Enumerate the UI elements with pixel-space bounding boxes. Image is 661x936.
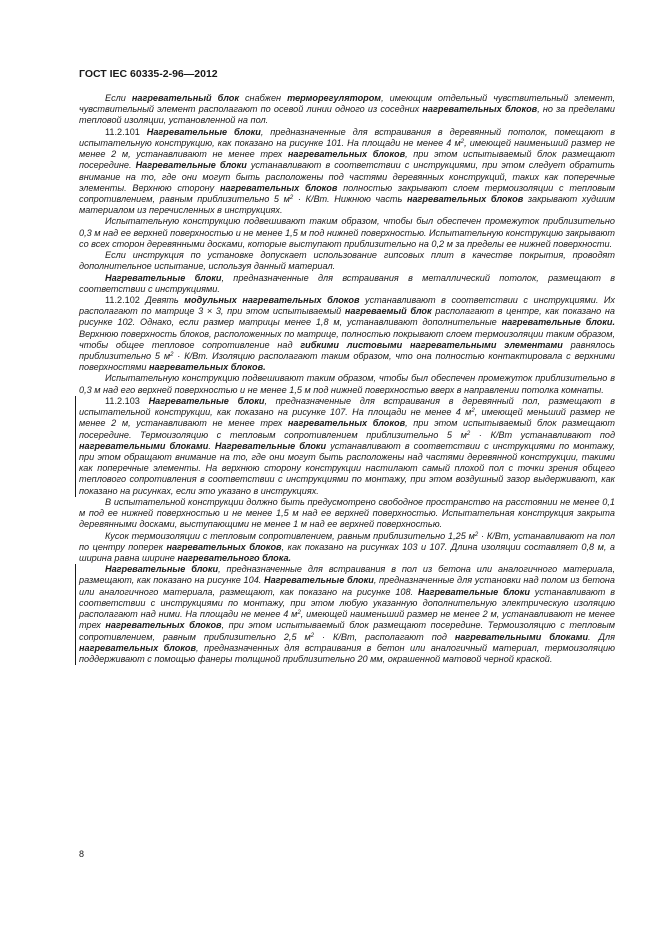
- term-bold: нагревательных блоков: [287, 149, 406, 160]
- superscript: 2: [310, 632, 315, 639]
- text-run: · К/Вт. Изоляцию располагают таким образом, что она полностью контактировала с верхними поверхностями: [79, 351, 615, 373]
- text-run: В испытательной конструкции должно быть предусмотрено свободное пространство на расстоянии не менее 0,1 м под ее нижней поверхностью и не менее 1,5 м над ее верхней поверхностью. Испытательная конструкция закрыта деревянными досками, выступающими не менее 1 м над ее верхней поверхностью.: [79, 496, 615, 530]
- term-bold: нагревательных блоков.: [148, 362, 266, 373]
- clause-11-2-101: [79, 127, 615, 217]
- paragraph: [79, 93, 615, 127]
- term-bold: нагреваемый блок: [344, 306, 432, 317]
- text-run: закрывают худшим материалом из перечисленных в инструкциях.: [79, 193, 615, 216]
- term-bold: нагревательные блоки.: [501, 317, 615, 328]
- text-run: , при этом испытываемый блок размещают посередине. Термоизоляцию с тепловым сопротивлением приблизительно 5 м: [79, 418, 615, 440]
- text-run: , имеющей наименьший размер не менее 2 м, устанавливают не менее трех: [79, 137, 615, 160]
- superscript: 2: [289, 194, 294, 201]
- term-bold: Нагревательные блоки: [214, 440, 327, 451]
- paragraph: [79, 531, 615, 565]
- text-run: равнялось приблизительно 5 м: [79, 339, 615, 362]
- text-run: Девять: [145, 294, 185, 305]
- text-run: · К/Вт, располагают под: [314, 631, 455, 642]
- superscript: 2: [297, 610, 301, 617]
- change-bar-section: [75, 564, 615, 665]
- term-bold: нагревательных блоков: [422, 104, 538, 115]
- text-run: , при этом испытываемый блок размещают посередине. Термоизоляцию с тепловым сопротивлением, равным приблизительно 2,5 м: [79, 620, 615, 642]
- superscript: 2: [466, 430, 471, 437]
- text-run: Верхнюю поверхность блоков, расположенных по матрице, полностью покрывают слоем термоизоляции таким образом, чтобы общее тепловое сопротивление над: [79, 328, 615, 350]
- text-run: , предназначенные для встраивания в деревянный пол, размещают в испытательной конструкции, как показано на рисунке 107. На площади не менее 4 м: [79, 395, 615, 418]
- text-run: , имеющим отдельный чувствительный элемент, чувствительный элемент располагают по осевой линии одного из соседних: [79, 93, 616, 115]
- term-bold: Нагревательные блоки: [148, 395, 265, 406]
- term-bold: Нагревательные блоки: [417, 586, 530, 597]
- term-bold: нагревательных блоков: [406, 193, 524, 204]
- paragraph: [79, 373, 615, 395]
- term-bold: нагревательный блок: [131, 93, 239, 103]
- term-bold: нагревательными блоками: [454, 631, 589, 642]
- superscript: 2: [474, 531, 479, 538]
- change-bar-section: [75, 396, 615, 497]
- superscript: 2: [460, 138, 465, 145]
- term-bold: Нагревательные блоки: [105, 272, 222, 283]
- text-run: , как показано на рисунках 103 и 107. Длина изоляции составляет 0,8 м, а ширина равна ширине: [79, 541, 616, 563]
- term-bold: Нагревательные блоки: [105, 564, 219, 575]
- text-run: устанавливают в соответствии с инструкциями по монтажу, при этом любую указанную дополнительную электрическую изоляцию располагают над ними. На площади не менее 4 м: [79, 586, 615, 620]
- paragraph: [79, 250, 615, 272]
- text-run: , но за пределами тепловой изоляции, установленной на пол.: [79, 104, 615, 126]
- text-run: устанавливают в соответствии с инструкциями по монтажу, при этом обращают внимание на то, где они могут быть расположены над частями деревянной конструкции, такими как поперечные элементы. На верхнюю сторону конструкции настилают самый плохой пол с точки зрения общего теплового сопротивления в соответствии с инструкциями по монтажу, при этом воздушный зазор выдерживают, как показано на рисунках, если это указано в инструкциях.: [79, 440, 615, 496]
- text-run: , предназначенные для встраивания в пол из бетона или аналогичного материала, размещают, как показано на рисунке 104.: [79, 564, 615, 586]
- clause-number: 11.2.103: [105, 395, 149, 406]
- text-run: , имеющей меньший размер не менее 2 м, устанавливают не менее трех: [79, 407, 616, 429]
- text-run: , предназначенные для встраивания в металлический потолок, размещают в соответствии с инструкциями.: [79, 272, 615, 294]
- clause-11-2-103: [79, 396, 615, 497]
- term-bold: нагревательных блоков: [79, 642, 197, 653]
- term-bold: нагревательного блока.: [177, 552, 292, 563]
- text-run: , при этом испытываемый блок размещают посередине.: [79, 149, 615, 171]
- term-bold: Нагревательные блоки: [146, 126, 261, 137]
- term-bold: Нагревательные блоки: [135, 160, 247, 171]
- superscript: 2: [471, 408, 475, 415]
- text-run: .: [208, 440, 215, 451]
- paragraph: [79, 216, 615, 250]
- clause-number: 11.2.102: [105, 294, 146, 305]
- superscript: 2: [170, 352, 174, 359]
- text-run: полностью закрывают слоем термоизоляции с тепловым сопротивлением, равным приблизительно 5 м: [79, 182, 615, 204]
- term-bold: Нагревательные блоки: [263, 575, 374, 586]
- text-run: Испытательную конструкцию подвешивают таким образом, чтобы был обеспечен промежуток приблизительно 0,3 м над ее верхней поверхностью и не менее 1,5 м под нижней поверхностью. Испытательную конструкцию закрывают со всех сторон деревянными досками, которые выступают приблизительно на 0,2 м за пределы ее нижней поверхности.: [79, 216, 615, 249]
- term-bold: нагревательных блоков: [220, 182, 338, 193]
- text-run: , предназначенные для встраивания в деревянный потолок, помещают в испытательную конструкцию, как показано на рисунке 101. На площади не менее 4 м: [79, 126, 615, 148]
- text-run: Если: [105, 93, 132, 103]
- document-body: [79, 93, 615, 665]
- text-run: Кусок термоизоляции с тепловым сопротивлением, равным приблизительно 1,25 м: [105, 530, 475, 541]
- text-run: , предназначенные для установки над полом из бетона или аналогичного материала, размещают, как показано на рисунке 108.: [79, 575, 615, 597]
- text-run: устанавливают в соответствии с инструкциями. Их располагают по матрице 3 × 3, при этом испытываемый: [79, 294, 615, 317]
- text-run: · К/Вт, устанавливают на пол по центру поперек: [79, 530, 615, 552]
- text-run: устанавливают в соответствии с инструкциями, при этом следует обратить внимание на то, где они могут быть расположены под частями деревянных конструкций, таких как поперечные элементы. Верхнюю сторону: [79, 160, 615, 193]
- text-run: . Для: [588, 631, 615, 642]
- term-bold: модульных нагревательных блоков: [184, 294, 360, 305]
- text-run: · К/Вт. Нижнюю часть: [293, 193, 407, 204]
- text-run: , предназначенных для встраивания в бетон или аналогичный материал, термоизоляцию поддерживают с помощью фанеры толщиной приблизительно 20 мм, окрашенной матовой черной краской.: [79, 642, 615, 664]
- text-run: , имеющей наименьший размер не менее 2 м, устанавливают не менее трех: [79, 609, 616, 631]
- term-bold: нагревательных блоков: [166, 541, 282, 552]
- term-bold: нагревательных блоков: [105, 620, 222, 631]
- paragraph: [79, 564, 615, 665]
- text-run: Испытательную конструкцию подвешивают таким образом, чтобы был обеспечен промежуток приблизительно в 0,3 м над его верхней поверхностью и не менее 1,5 м под нижней поверхностью вверх в направлении потолка комнаты.: [79, 373, 615, 395]
- term-bold: терморегулятором: [287, 93, 382, 103]
- paragraph: [79, 273, 615, 295]
- clause-number: 11.2.101: [105, 126, 147, 137]
- text-run: располагают в центре, как показано на рисунке 102. Однако, если размер матрицы менее 1,8 м, устанавливают дополнительные: [79, 306, 615, 328]
- text-run: Если инструкция по установке допускает использование гипсовых плит в качестве покрытия, проводят дополнительное испытание, используя данный материал.: [79, 250, 615, 272]
- page-number: 8: [79, 849, 85, 859]
- text-run: · К/Вт устанавливают под: [470, 429, 616, 440]
- paragraph: [79, 497, 615, 531]
- term-bold: нагревательными блоками: [79, 440, 209, 451]
- term-bold: гибкими листовыми нагревательными элементами: [300, 339, 563, 350]
- document-header: ГОСТ IEC 60335-2-96—2012: [79, 68, 218, 80]
- clause-11-2-102: [79, 295, 615, 374]
- term-bold: нагревательных блоков: [287, 418, 406, 429]
- text-run: снабжен: [238, 93, 288, 103]
